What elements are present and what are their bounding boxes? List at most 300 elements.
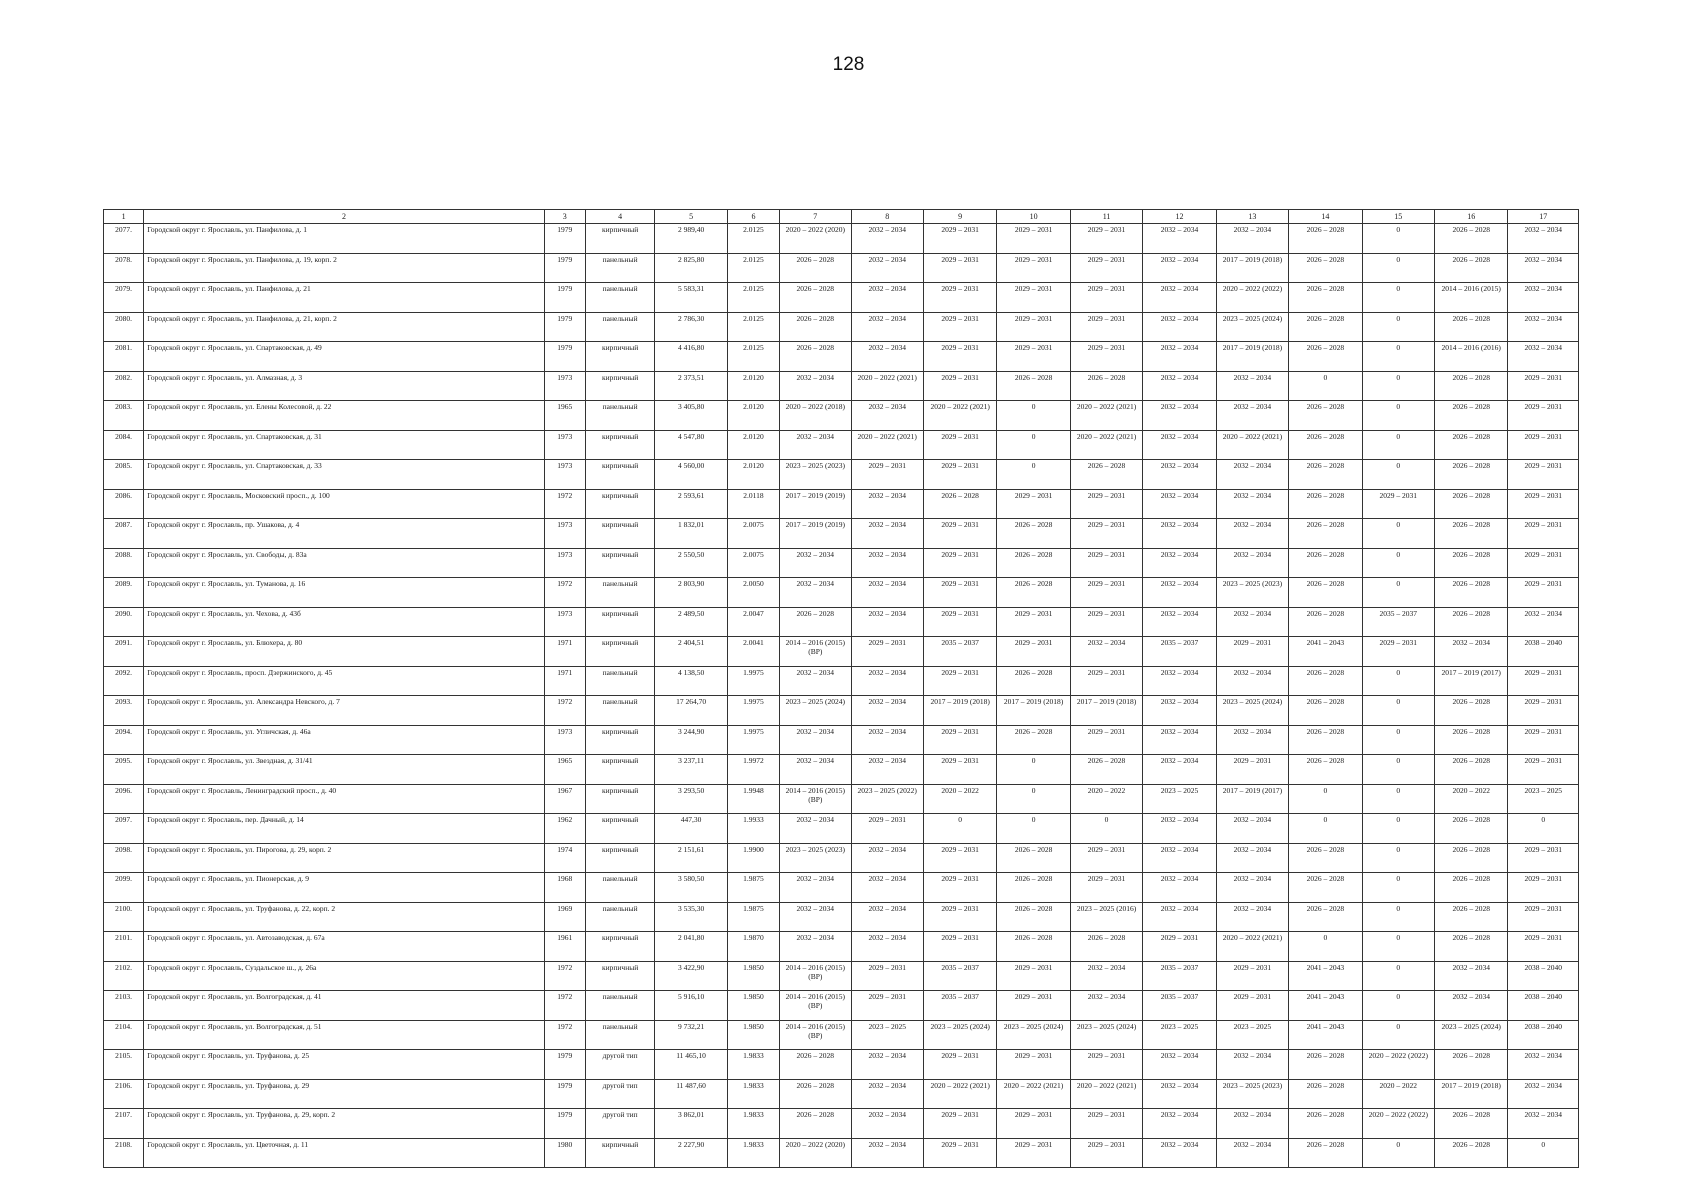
table-cell: кирпичный (585, 430, 654, 460)
table-cell: 2029 – 2031 (1070, 578, 1142, 608)
table-cell: 2026 – 2028 (1289, 696, 1362, 726)
table-cell: 2032 – 2034 (1143, 489, 1216, 519)
table-cell: 2029 – 2031 (923, 578, 996, 608)
table-cell: 0 (1362, 253, 1434, 283)
table-cell: 2032 – 2034 (1143, 873, 1216, 903)
table-cell: 5 583,31 (655, 283, 727, 313)
table-cell: 2029 – 2031 (997, 312, 1070, 342)
table-cell: 0 (1362, 666, 1434, 696)
table-cell: 2017 – 2019 (2018) (923, 696, 996, 726)
address-cell: Городской округ г. Ярославль, Московский просп., д. 100 (144, 489, 544, 519)
table-row (104, 1109, 1579, 1139)
table-cell: 2029 – 2031 (1070, 1138, 1142, 1168)
table-cell: 2038 – 2040 (1508, 991, 1579, 1021)
table-row (104, 814, 1579, 844)
table-cell: 2100. (104, 902, 144, 932)
table-cell: 2023 – 2025 (2022) (851, 784, 923, 814)
table-cell: 2032 – 2034 (1143, 843, 1216, 873)
table-cell: 2032 – 2034 (1216, 843, 1288, 873)
table-cell: 1971 (544, 666, 585, 696)
table-cell: 2026 – 2028 (1435, 1138, 1508, 1168)
table-cell: 2 803,90 (655, 578, 727, 608)
table-cell: 1973 (544, 548, 585, 578)
table-cell: 1972 (544, 991, 585, 1021)
table-cell: 2026 – 2028 (1435, 755, 1508, 785)
table-cell: 2029 – 2031 (923, 224, 996, 254)
table-row (104, 283, 1579, 313)
table-cell: 2032 – 2034 (851, 283, 923, 313)
table-cell: панельный (585, 253, 654, 283)
table-cell: 2.0120 (727, 371, 779, 401)
table-cell: 1965 (544, 755, 585, 785)
table-cell: 2029 – 2031 (1070, 666, 1142, 696)
table-row (104, 253, 1579, 283)
table-cell: другой тип (585, 1109, 654, 1139)
table-cell: кирпичный (585, 961, 654, 991)
table-cell: 2032 – 2034 (851, 755, 923, 785)
column-number-cell: 11 (1070, 210, 1142, 224)
table-cell: 2032 – 2034 (1216, 224, 1288, 254)
table-cell: 2091. (104, 637, 144, 667)
table-cell: 2032 – 2034 (851, 519, 923, 549)
table-cell: 2017 – 2019 (2018) (1435, 1079, 1508, 1109)
table-cell: 1965 (544, 401, 585, 431)
table-cell: 2029 – 2031 (1508, 696, 1579, 726)
table-row (104, 460, 1579, 490)
table-cell: 2032 – 2034 (1143, 1079, 1216, 1109)
column-number-cell: 12 (1143, 210, 1216, 224)
table-cell: 1962 (544, 814, 585, 844)
table-cell: 2032 – 2034 (1508, 1109, 1579, 1139)
address-cell: Городской округ г. Ярославль, ул. Чехова, д. 43б (144, 607, 544, 637)
table-cell: 2097. (104, 814, 144, 844)
table-cell: 2026 – 2028 (1070, 932, 1142, 962)
table-cell: 1.9850 (727, 991, 779, 1021)
table-cell: 2017 – 2019 (2019) (780, 489, 851, 519)
table-cell: панельный (585, 873, 654, 903)
table-cell: 2029 – 2031 (923, 932, 996, 962)
table-cell: 2.0118 (727, 489, 779, 519)
table-cell: 2029 – 2031 (923, 1138, 996, 1168)
table-cell: 2035 – 2037 (923, 637, 996, 667)
table-cell: 2023 – 2025 (2023) (780, 843, 851, 873)
table-cell: 2026 – 2028 (780, 1050, 851, 1080)
table-cell: 1979 (544, 342, 585, 372)
table-cell: 1972 (544, 696, 585, 726)
table-cell: 2032 – 2034 (1143, 519, 1216, 549)
table-cell: 2029 – 2031 (1508, 902, 1579, 932)
table-cell: 2029 – 2031 (997, 607, 1070, 637)
table-cell: 2029 – 2031 (851, 460, 923, 490)
table-cell: 0 (997, 460, 1070, 490)
table-cell: панельный (585, 696, 654, 726)
table-cell: 2106. (104, 1079, 144, 1109)
table-cell: 2032 – 2034 (780, 814, 851, 844)
table-cell: 1972 (544, 578, 585, 608)
table-cell: 2.0125 (727, 224, 779, 254)
table-cell: 2 786,30 (655, 312, 727, 342)
table-cell: 2026 – 2028 (1435, 253, 1508, 283)
table-cell: 0 (1362, 519, 1434, 549)
table-cell: 2026 – 2028 (1435, 1109, 1508, 1139)
table-cell: 2032 – 2034 (1216, 401, 1288, 431)
table-cell: 2038 – 2040 (1508, 1020, 1579, 1050)
table-cell: 2029 – 2031 (1070, 725, 1142, 755)
table-cell: 2020 – 2022 (2022) (1216, 283, 1288, 313)
table-row (104, 371, 1579, 401)
table-cell: 1968 (544, 873, 585, 903)
table-cell: 2026 – 2028 (1070, 371, 1142, 401)
table-cell: 2023 – 2025 (1143, 784, 1216, 814)
table-cell: 0 (1508, 814, 1579, 844)
table-row (104, 1050, 1579, 1080)
table-cell: кирпичный (585, 489, 654, 519)
table-cell: 2029 – 2031 (1508, 578, 1579, 608)
table-cell: 2029 – 2031 (851, 961, 923, 991)
table-cell: 0 (997, 755, 1070, 785)
table-cell: кирпичный (585, 637, 654, 667)
table-cell: 0 (1362, 932, 1434, 962)
table-cell: 2104. (104, 1020, 144, 1050)
table-cell: 2032 – 2034 (780, 932, 851, 962)
table-cell: 0 (997, 430, 1070, 460)
table-cell: 2.0120 (727, 460, 779, 490)
table-cell: 2.0125 (727, 312, 779, 342)
table-cell: 2032 – 2034 (1508, 1079, 1579, 1109)
table-cell: 2029 – 2031 (1508, 371, 1579, 401)
table-cell: 1.9900 (727, 843, 779, 873)
table-cell: 2085. (104, 460, 144, 490)
table-cell: 4 560,00 (655, 460, 727, 490)
address-cell: Городской округ г. Ярославль, ул. Волгоградская, д. 41 (144, 991, 544, 1021)
table-cell: 2032 – 2034 (851, 312, 923, 342)
table-cell: 2080. (104, 312, 144, 342)
table-cell: 2035 – 2037 (1143, 637, 1216, 667)
table-cell: 0 (1362, 224, 1434, 254)
table-cell: 2032 – 2034 (1143, 1109, 1216, 1139)
table-cell: 4 416,80 (655, 342, 727, 372)
table-cell: 2079. (104, 283, 144, 313)
address-cell: Городской округ г. Ярославль, ул. Звездная, д. 31/41 (144, 755, 544, 785)
table-cell: 2026 – 2028 (997, 548, 1070, 578)
table-cell: 2026 – 2028 (1070, 755, 1142, 785)
table-cell: 2096. (104, 784, 144, 814)
table-cell: 0 (1362, 1020, 1434, 1050)
table-cell: 2032 – 2034 (851, 578, 923, 608)
table-cell: 2032 – 2034 (1143, 224, 1216, 254)
table-row (104, 902, 1579, 932)
table-cell: 11 487,60 (655, 1079, 727, 1109)
table-cell: 2029 – 2031 (1508, 725, 1579, 755)
table-cell: кирпичный (585, 371, 654, 401)
table-cell: 2035 – 2037 (1362, 607, 1434, 637)
table-cell: 9 732,21 (655, 1020, 727, 1050)
column-number-cell: 14 (1289, 210, 1362, 224)
table-row (104, 755, 1579, 785)
table-cell: 2032 – 2034 (851, 932, 923, 962)
table-cell: 2102. (104, 961, 144, 991)
table-cell: 2032 – 2034 (1143, 1050, 1216, 1080)
table-row (104, 873, 1579, 903)
table-cell: 2026 – 2028 (1289, 666, 1362, 696)
table-cell: 2026 – 2028 (1435, 873, 1508, 903)
table-cell: 2023 – 2025 (2023) (780, 460, 851, 490)
table-cell: 2081. (104, 342, 144, 372)
table-cell: 1979 (544, 1109, 585, 1139)
table-cell: 2029 – 2031 (1508, 666, 1579, 696)
table-cell: 2020 – 2022 (2021) (1216, 430, 1288, 460)
table-cell: 2029 – 2031 (1070, 1050, 1142, 1080)
table-cell: 2041 – 2043 (1289, 991, 1362, 1021)
table-cell: 2032 – 2034 (780, 371, 851, 401)
table-row (104, 578, 1579, 608)
table-cell: 2026 – 2028 (1435, 902, 1508, 932)
table-cell: 2026 – 2028 (997, 873, 1070, 903)
address-cell: Городской округ г. Ярославль, ул. Туманова, д. 16 (144, 578, 544, 608)
table-cell: 2032 – 2034 (851, 843, 923, 873)
table-cell: 3 580,50 (655, 873, 727, 903)
table-cell: 2026 – 2028 (1289, 725, 1362, 755)
table-cell: 2032 – 2034 (780, 902, 851, 932)
table-cell: 2032 – 2034 (851, 224, 923, 254)
table-cell: кирпичный (585, 814, 654, 844)
table-cell: 2029 – 2031 (1508, 401, 1579, 431)
table-cell: 2029 – 2031 (1216, 755, 1288, 785)
table-cell: 2032 – 2034 (851, 725, 923, 755)
table-cell: 2026 – 2028 (780, 253, 851, 283)
table-cell: 2023 – 2025 (1508, 784, 1579, 814)
table-cell: 2032 – 2034 (1216, 460, 1288, 490)
table-cell: 2017 – 2019 (2018) (1070, 696, 1142, 726)
table-cell: 1.9975 (727, 725, 779, 755)
address-cell: Городской округ г. Ярославль, Суздальское ш., д. 26а (144, 961, 544, 991)
table-cell: 2020 – 2022 (2021) (997, 1079, 1070, 1109)
table-cell: 0 (1362, 814, 1434, 844)
table-cell: 1.9833 (727, 1050, 779, 1080)
table-cell: 1.9833 (727, 1109, 779, 1139)
table-cell: 2041 – 2043 (1289, 1020, 1362, 1050)
address-cell: Городской округ г. Ярославль, ул. Свободы, д. 83а (144, 548, 544, 578)
table-cell: 2026 – 2028 (1435, 578, 1508, 608)
table-cell: 2029 – 2031 (923, 755, 996, 785)
table-cell: 2029 – 2031 (997, 1109, 1070, 1139)
table-cell: 2026 – 2028 (780, 1079, 851, 1109)
table-cell: 2032 – 2034 (1143, 342, 1216, 372)
table-cell: панельный (585, 666, 654, 696)
address-cell: Городской округ г. Ярославль, ул. Цветочная, д. 11 (144, 1138, 544, 1168)
table-cell: 2032 – 2034 (851, 1109, 923, 1139)
table-cell: 0 (1289, 814, 1362, 844)
table-cell: 2029 – 2031 (1070, 489, 1142, 519)
table-cell: 2029 – 2031 (997, 1050, 1070, 1080)
table-cell: 3 422,90 (655, 961, 727, 991)
table-cell: 2026 – 2028 (1289, 1050, 1362, 1080)
table-cell: 2032 – 2034 (1143, 312, 1216, 342)
table-cell: 2032 – 2034 (1070, 637, 1142, 667)
table-cell: 2026 – 2028 (1070, 460, 1142, 490)
table-cell: 1967 (544, 784, 585, 814)
column-number-cell: 8 (851, 210, 923, 224)
table-row (104, 932, 1579, 962)
address-cell: Городской округ г. Ярославль, ул. Блюхера, д. 80 (144, 637, 544, 667)
table-cell: 2026 – 2028 (1435, 548, 1508, 578)
table-cell: 2026 – 2028 (1289, 1079, 1362, 1109)
table-cell: 0 (1362, 578, 1434, 608)
table-cell: 0 (1362, 312, 1434, 342)
address-cell: Городской округ г. Ярославль, ул. Труфанова, д. 29 (144, 1079, 544, 1109)
table-cell: 2103. (104, 991, 144, 1021)
table-cell: 2020 – 2022 (1362, 1079, 1434, 1109)
table-cell: 2023 – 2025 (2024) (997, 1020, 1070, 1050)
address-cell: Городской округ г. Ярославль, ул. Спартаковская, д. 33 (144, 460, 544, 490)
table-cell: 2026 – 2028 (1289, 578, 1362, 608)
table-cell: 2032 – 2034 (1216, 725, 1288, 755)
table-cell: 2023 – 2025 (2016) (1070, 902, 1142, 932)
table-cell: 2035 – 2037 (923, 961, 996, 991)
column-number-cell: 17 (1508, 210, 1579, 224)
table-cell: 2032 – 2034 (1216, 666, 1288, 696)
table-cell: 2032 – 2034 (851, 489, 923, 519)
table-cell: 2026 – 2028 (1435, 371, 1508, 401)
table-cell: 2041 – 2043 (1289, 637, 1362, 667)
table-cell: 2108. (104, 1138, 144, 1168)
table-cell: 1.9833 (727, 1079, 779, 1109)
address-cell: Городской округ г. Ярославль, ул. Волгоградская, д. 51 (144, 1020, 544, 1050)
table-cell: 2029 – 2031 (923, 1109, 996, 1139)
table-row (104, 430, 1579, 460)
table-cell: 2032 – 2034 (1435, 637, 1508, 667)
table-cell: 2032 – 2034 (851, 666, 923, 696)
table-cell: 2032 – 2034 (1216, 489, 1288, 519)
table-cell: кирпичный (585, 932, 654, 962)
table-cell: 2032 – 2034 (851, 873, 923, 903)
table-cell: панельный (585, 991, 654, 1021)
table-cell: 1974 (544, 843, 585, 873)
table-cell: 1973 (544, 430, 585, 460)
table-cell: 0 (1362, 843, 1434, 873)
table-cell: 2032 – 2034 (1143, 578, 1216, 608)
table-cell: 2 550,50 (655, 548, 727, 578)
table-cell: 2026 – 2028 (997, 666, 1070, 696)
table-cell: 2026 – 2028 (1289, 519, 1362, 549)
table-cell: 1972 (544, 1020, 585, 1050)
table-cell: 2020 – 2022 (2021) (851, 371, 923, 401)
table-cell: 2029 – 2031 (997, 489, 1070, 519)
table-cell: 2023 – 2025 (2024) (1216, 696, 1288, 726)
table-cell: 2026 – 2028 (1289, 283, 1362, 313)
table-cell: 2029 – 2031 (851, 991, 923, 1021)
table-row (104, 607, 1579, 637)
table-cell: 2029 – 2031 (997, 961, 1070, 991)
table-cell: 2032 – 2034 (1216, 1138, 1288, 1168)
table-cell: 2032 – 2034 (1143, 548, 1216, 578)
table-cell: 2038 – 2040 (1508, 637, 1579, 667)
table-cell: 0 (1362, 755, 1434, 785)
table-cell: 2029 – 2031 (923, 666, 996, 696)
table-cell: 2029 – 2031 (1216, 991, 1288, 1021)
table-cell: 2087. (104, 519, 144, 549)
table-cell: 2032 – 2034 (851, 342, 923, 372)
table-cell: 2026 – 2028 (780, 1109, 851, 1139)
table-cell: 0 (1362, 961, 1434, 991)
table-cell: 2029 – 2031 (1508, 430, 1579, 460)
table-cell: 0 (1070, 814, 1142, 844)
table-cell: 2029 – 2031 (1362, 637, 1434, 667)
table-cell: кирпичный (585, 725, 654, 755)
table-cell: 4 547,80 (655, 430, 727, 460)
table-cell: 2032 – 2034 (780, 548, 851, 578)
table-row (104, 1020, 1579, 1050)
table-cell: 2032 – 2034 (1216, 519, 1288, 549)
table-cell: 2029 – 2031 (1070, 342, 1142, 372)
table-cell: 2032 – 2034 (851, 548, 923, 578)
table-cell: 2032 – 2034 (780, 873, 851, 903)
table-cell: 0 (1362, 401, 1434, 431)
address-cell: Городской округ г. Ярославль, ул. Панфилова, д. 1 (144, 224, 544, 254)
table-cell: 2029 – 2031 (923, 253, 996, 283)
table-cell: кирпичный (585, 607, 654, 637)
table-cell: 2029 – 2031 (923, 519, 996, 549)
table-cell: 2032 – 2034 (851, 1079, 923, 1109)
table-cell: 2032 – 2034 (1216, 1050, 1288, 1080)
table-cell: 2038 – 2040 (1508, 961, 1579, 991)
table-cell: 1979 (544, 1079, 585, 1109)
address-cell: Городской округ г. Ярославль, ул. Спартаковская, д. 31 (144, 430, 544, 460)
table-cell: 2.0125 (727, 342, 779, 372)
table-cell: 2088. (104, 548, 144, 578)
table-cell: 2026 – 2028 (780, 607, 851, 637)
table-cell: 2 593,61 (655, 489, 727, 519)
table-cell: 2026 – 2028 (1289, 843, 1362, 873)
table-cell: 2026 – 2028 (923, 489, 996, 519)
table-cell: 2032 – 2034 (851, 401, 923, 431)
table-cell: 0 (1362, 725, 1434, 755)
table-cell: 17 264,70 (655, 696, 727, 726)
table-cell: 2026 – 2028 (1289, 607, 1362, 637)
table-cell: 1.9833 (727, 1138, 779, 1168)
table-cell: 2026 – 2028 (1289, 401, 1362, 431)
table-cell: 2077. (104, 224, 144, 254)
table-cell: 447,30 (655, 814, 727, 844)
table-cell: 1.9975 (727, 696, 779, 726)
table-cell: 2105. (104, 1050, 144, 1080)
table-cell: 2026 – 2028 (1289, 548, 1362, 578)
table-cell: 2035 – 2037 (923, 991, 996, 1021)
table-cell: 2032 – 2034 (1216, 902, 1288, 932)
table-cell: 2029 – 2031 (1070, 843, 1142, 873)
table-cell: 2026 – 2028 (1435, 312, 1508, 342)
table-cell: 2032 – 2034 (851, 253, 923, 283)
table-cell: 2032 – 2034 (1143, 460, 1216, 490)
table-cell: 2032 – 2034 (1143, 371, 1216, 401)
column-number-cell: 1 (104, 210, 144, 224)
table-cell: 2017 – 2019 (2018) (1216, 253, 1288, 283)
table-cell: 2026 – 2028 (1435, 460, 1508, 490)
table-cell: 2029 – 2031 (1070, 224, 1142, 254)
table-cell: 2026 – 2028 (1289, 342, 1362, 372)
table-cell: 2023 – 2025 (1143, 1020, 1216, 1050)
table-cell: 2020 – 2022 (2021) (923, 1079, 996, 1109)
table-cell: 2029 – 2031 (1070, 873, 1142, 903)
table-cell: панельный (585, 312, 654, 342)
table-cell: 3 535,30 (655, 902, 727, 932)
table-row (104, 519, 1579, 549)
table-cell: 0 (1362, 784, 1434, 814)
column-number-cell: 5 (655, 210, 727, 224)
table-cell: 2098. (104, 843, 144, 873)
table-cell: 2 041,80 (655, 932, 727, 962)
table-cell: 2029 – 2031 (997, 342, 1070, 372)
